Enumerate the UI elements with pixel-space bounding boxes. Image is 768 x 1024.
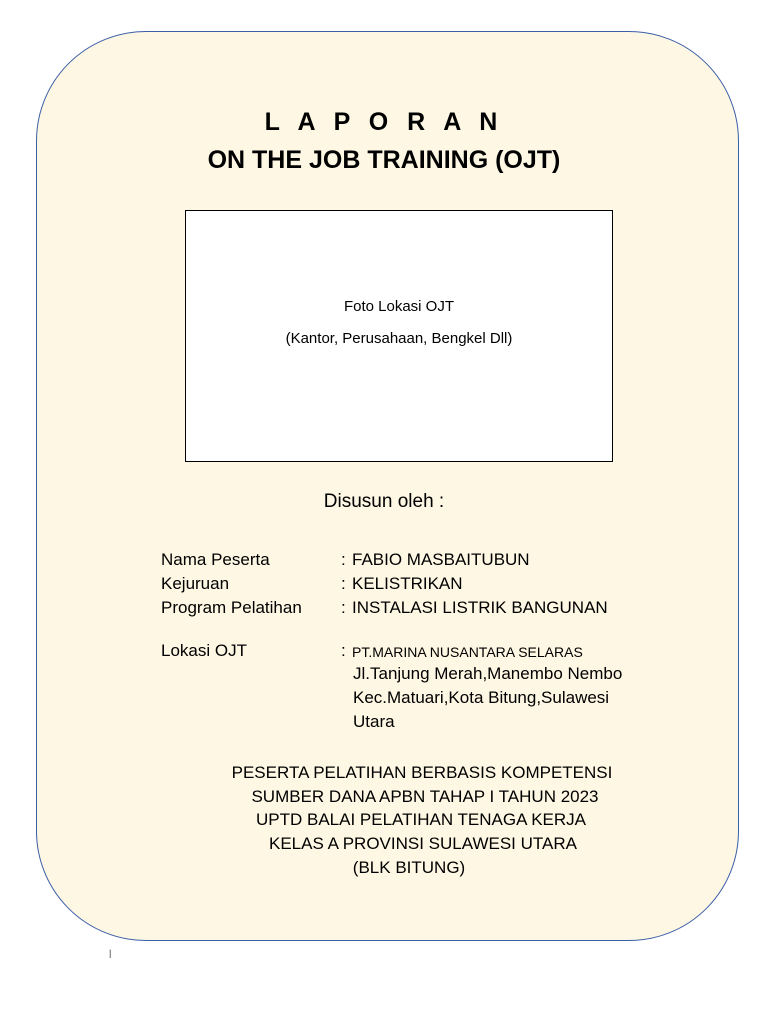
footer-line: UPTD BALAI PELATIHAN TENAGA KERJA — [255, 810, 587, 829]
footer-line: KELAS A PROVINSI SULAWESI UTARA — [269, 834, 577, 853]
field-colon: : — [341, 598, 346, 617]
photo-caption-detail: (Kantor, Perusahaan, Bengkel Dll) — [285, 330, 513, 347]
address-line: Kec.Matuari,Kota Bitung,Sulawesi — [353, 688, 610, 707]
vocation-value: KELISTRIKAN — [352, 574, 463, 593]
photo-caption: Foto Lokasi OJT — [343, 298, 455, 315]
vocation-label: Kejuruan — [161, 574, 230, 593]
training-program-value: INSTALASI LISTRIK BANGUNAN — [352, 598, 608, 617]
field-colon: : — [341, 550, 346, 569]
field-colon: : — [341, 641, 346, 660]
ojt-location-label: Lokasi OJT — [161, 641, 247, 660]
participant-name-label: Nama Peserta — [161, 550, 270, 569]
footer-line: (BLK BITUNG) — [352, 858, 466, 877]
participant-name-value: FABIO MASBAITUBUN — [352, 550, 530, 569]
address-line: Utara — [353, 712, 395, 731]
report-subtitle: ON THE JOB TRAINING (OJT) — [207, 146, 561, 174]
prepared-by-heading: Disusun oleh : — [323, 491, 445, 512]
training-program-label: Program Pelatihan — [161, 598, 302, 617]
ojt-location-value: PT.MARINA NUSANTARA SELARAS — [352, 644, 583, 660]
footer-line: SUMBER DANA APBN TAHAP I TAHUN 2023 — [251, 787, 599, 806]
footer-line: PESERTA PELATIHAN BERBASIS KOMPETENSI — [231, 763, 613, 782]
field-colon: : — [341, 574, 346, 593]
report-title: L A P O R A N — [264, 108, 504, 136]
address-line: Jl.Tanjung Merah,Manembo Nembo — [353, 664, 623, 683]
page-mark: | — [109, 948, 112, 958]
